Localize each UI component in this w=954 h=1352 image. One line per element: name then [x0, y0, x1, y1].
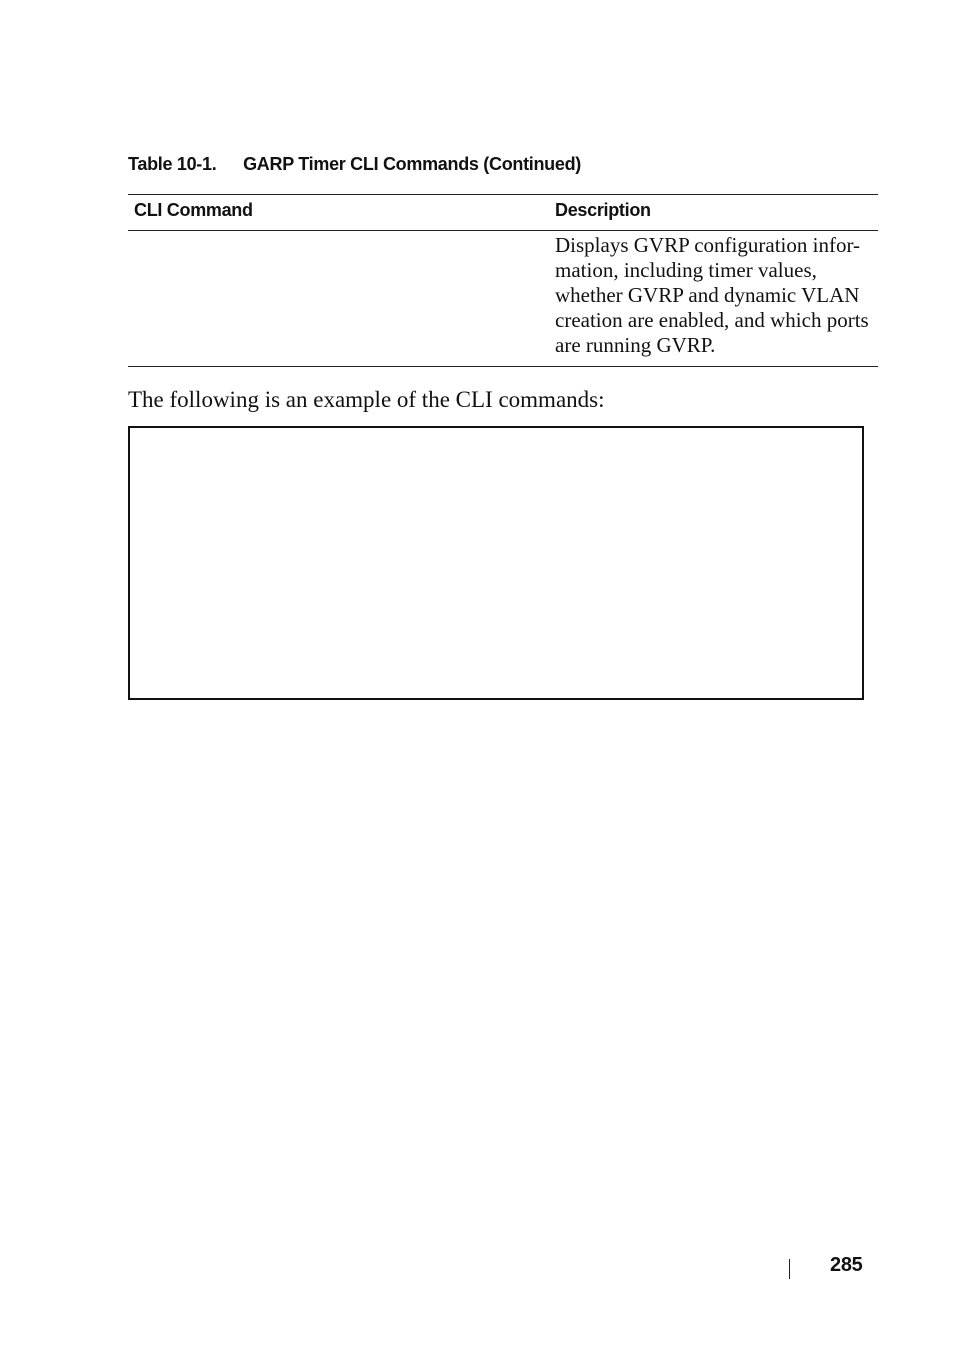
example-intro-text: The following is an example of the CLI commands:: [128, 387, 605, 412]
table-caption: [128, 154, 581, 175]
table-caption-label: Table 10-1.: [128, 154, 217, 174]
description-line: Displays GVRP configuration infor-: [555, 233, 861, 257]
table-caption-title: GARP Timer CLI Commands (Continued): [243, 154, 581, 174]
header-description: Description: [555, 200, 651, 220]
description-line: creation are enabled, and which ports: [555, 308, 869, 332]
table-bottom-rule: [128, 366, 878, 367]
description-line: mation, including timer values,: [555, 258, 817, 282]
footer-divider: [789, 1259, 790, 1279]
table-row: [128, 231, 878, 366]
description-line: whether GVRP and dynamic VLAN: [555, 283, 860, 307]
header-cli-command: CLI Command: [134, 200, 253, 220]
garp-timer-commands-table: [128, 194, 878, 367]
table-header-row: [128, 195, 878, 230]
cli-example-box: [128, 426, 864, 700]
row-description: [555, 233, 875, 358]
description-line: are running GVRP.: [555, 333, 716, 357]
page-number: 285: [830, 1254, 863, 1276]
